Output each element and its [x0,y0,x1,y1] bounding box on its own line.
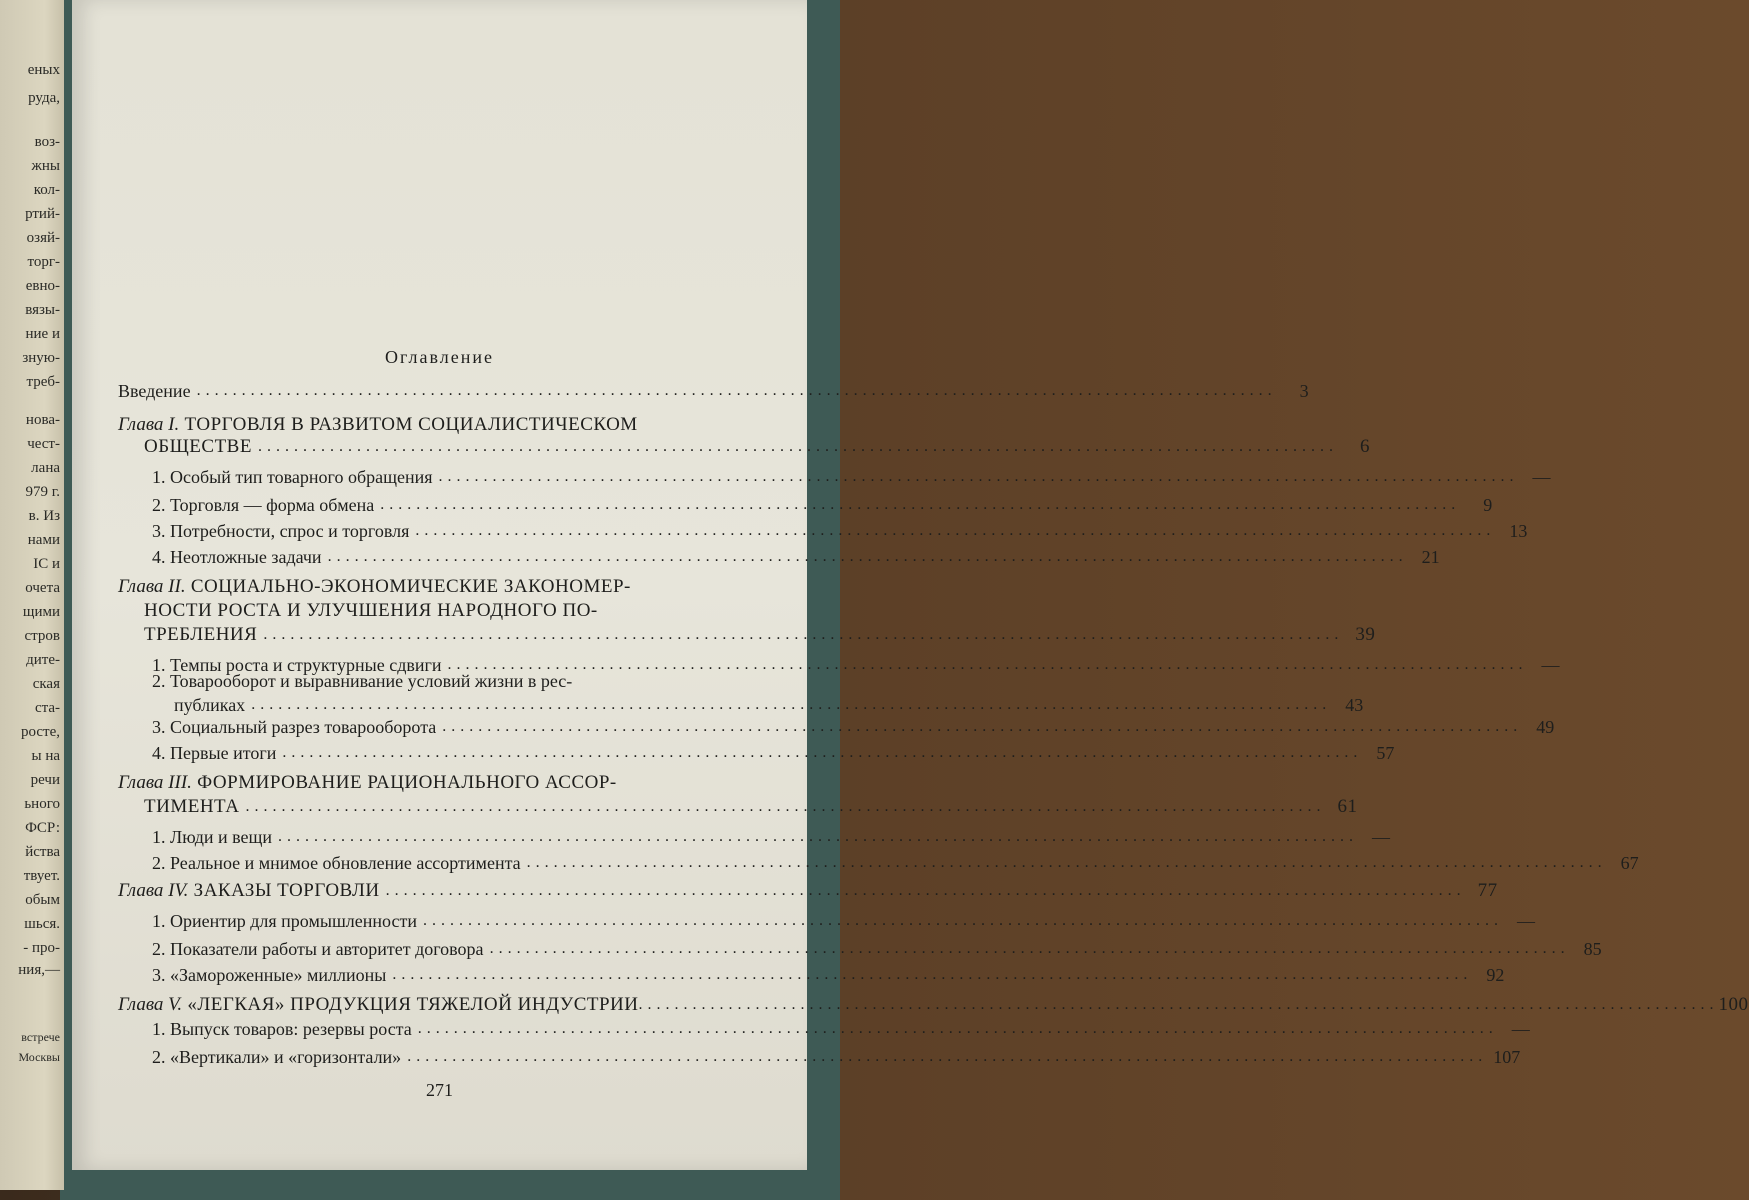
leader-dots: ........................................................................................................................ [489,940,1570,957]
previous-page-text-fragment: встрече [21,1030,60,1044]
leader-dots: ........................................................................................................................ [526,854,1607,871]
previous-page-text-fragment: воз- [34,134,60,150]
previous-page-text-fragment: стров [24,628,60,644]
previous-page-text-fragment: - про- [23,940,60,956]
previous-page-text-fragment: в. Из [28,508,60,524]
previous-page-text-fragment: еных [27,62,60,78]
toc-title: Оглавление [385,347,494,367]
entry-label: 3. «Замороженные» миллионы [152,965,387,985]
chapter-title-line3: ТРЕБЛЕНИЯ [144,624,258,645]
chapter-prefix: Глава I. [118,414,180,435]
previous-page-text-fragment: лана [31,460,60,476]
previous-page-text-fragment: росте, [21,724,60,740]
previous-page-text-fragment: йства [25,844,60,860]
entry-page: — [1541,655,1560,675]
entry-label: 3. Социальный разрез товарооборота [152,717,437,737]
entry-page: 49 [1536,717,1555,737]
entry-label: 3. Потребности, спрос и торговля [152,521,410,541]
toc-entry-4-3 [152,964,1505,986]
previous-page-text-fragment: очета [25,580,60,596]
entry-label: 4. Неотложные задачи [152,547,322,567]
entry-page: 13 [1509,521,1528,541]
entry-page: 3 [1299,381,1309,401]
previous-page-text-fragment: озяй- [26,230,60,246]
entry-page: 21 [1421,547,1440,567]
toc-entry-2-3 [152,716,1555,738]
leader-dots: ........................................................................................................................ [380,496,1461,513]
leader-dots: ........................................................................................................................ [442,718,1523,735]
previous-page-text-fragment: обым [25,892,60,908]
entry-label: 2. «Вертикали» и «горизонтали» [152,1047,402,1067]
toc-entry-1-1 [152,466,1551,488]
toc-entry-3-2 [152,852,1639,874]
chapter-title-line1: «ЛЕГКАЯ» ПРОДУКЦИЯ ТЯЖЕЛОЙ ИНДУСТРИИ [187,994,639,1015]
entry-label: 1. Выпуск товаров: резервы роста [152,1019,412,1039]
toc-entry-4-2 [152,938,1602,960]
chapter-3-title-cont [144,796,1358,818]
toc-page [72,0,1749,1170]
previous-page-text-fragment: ния,— [18,962,60,978]
previous-page-text-fragment: речи [30,772,60,788]
entry-label: 1. Люди и вещи [152,827,273,847]
leader-dots: ........................................................................................................................ [422,912,1503,929]
entry-page: — [1532,467,1551,487]
chapter-title-line1: ТОРГОВЛЯ В РАЗВИТОМ СОЦИАЛИСТИЧЕСКОМ [184,414,638,435]
chapter-5-title [118,994,1749,1016]
entry-page: — [1516,911,1535,931]
entry-page: — [1372,827,1391,847]
entry-page: 61 [1337,796,1358,817]
leader-dots: ........................................................................................................................ [327,548,1408,565]
previous-page-text-fragment: Москвы [18,1050,60,1064]
leader-dots: ........................................................................................................................ [257,438,1338,455]
previous-page-text-fragment: торг- [27,254,60,270]
leader-dots: ........................................................................................................................ [392,966,1473,983]
toc-entry-1-3 [152,520,1528,542]
entry-label: 1. Темпы роста и структурные сдвиги [152,655,442,675]
previous-page-text-fragment: кол- [33,182,60,198]
chapter-title-line1: СОЦИАЛЬНО-ЭКОНОМИЧЕСКИЕ ЗАКОНОМЕР- [190,576,631,597]
entry-page: 6 [1359,436,1370,457]
leader-dots: ........................................................................................................................ [417,1020,1498,1037]
leader-dots: ........................................................................................................................ [415,522,1496,539]
chapter-2-title-cont [144,600,598,622]
previous-page-text-fragment: шься. [24,916,60,932]
chapter-prefix: Глава III. [118,772,192,793]
entry-page: 9 [1483,495,1493,515]
chapter-3-title [118,772,617,794]
entry-label: Введение [118,381,191,401]
chapter-title-line2: НОСТИ РОСТА И УЛУЧШЕНИЯ НАРОДНОГО ПО- [144,600,598,621]
previous-page-text-fragment: чест- [27,436,60,452]
leader-dots: ........................................................................................................................ [407,1048,1488,1065]
entry-label: 4. Первые итоги [152,743,277,763]
leader-dots: ........................................................................................................................ [282,744,1363,761]
page-number: 271 [426,1080,453,1100]
leader-dots: ........................................................................................................................ [385,882,1466,899]
previous-page-text-fragment: ние и [25,326,60,342]
leader-dots: ........................................................................................................................ [196,382,1277,399]
previous-page-text-fragment: щими [22,604,60,620]
toc-entry-5-1 [152,1018,1530,1040]
previous-page-text-fragment: ская [32,676,60,692]
previous-page-text-fragment: зную- [22,350,60,366]
previous-page-text-fragment: ста- [34,700,60,716]
chapter-prefix: Глава IV. [118,880,189,901]
entry-label: 1. Ориентир для промышленности [152,911,417,931]
leader-dots: ........................................................................................................................ [447,656,1528,673]
entry-label: 2. Торговля — форма обмена [152,495,375,515]
previous-page-text-fragment: вязы- [25,302,60,318]
toc-entry-2-2 [174,694,1364,716]
leader-dots: ........................................................................................................................ [438,468,1519,485]
chapter-title-line1: ФОРМИРОВАНИЕ РАЦИОНАЛЬНОГО АССОР- [197,772,617,793]
toc-entry-intro [118,380,1309,402]
previous-page-text-fragment: жны [31,158,60,174]
chapter-2-title [118,576,631,598]
toc-entry-1-4 [152,546,1440,568]
previous-page-text-fragment: ІС и [33,556,60,572]
chapter-prefix: Глава II. [118,576,186,597]
previous-page [0,0,64,1190]
previous-page-text-fragment: ьного [24,796,60,812]
entry-page: 92 [1486,965,1505,985]
entry-label: публиках [174,695,246,715]
leader-dots: ........................................................................................................................ [638,996,1719,1013]
leader-dots: ........................................................................................................................ [245,798,1326,815]
previous-page-text-fragment: нова- [25,412,60,428]
chapter-1-title [118,414,638,436]
entry-label: 2. Показатели работы и авторитет договора [152,939,484,959]
chapter-1-title-cont [144,436,1370,458]
previous-page-text-fragment: твует. [23,868,60,884]
leader-dots: ........................................................................................................................ [263,626,1344,643]
entry-page: 39 [1355,624,1376,645]
entry-page: — [1511,1019,1530,1039]
entry-page: 67 [1620,853,1639,873]
chapter-title-line2: ОБЩЕСТВЕ [144,436,252,457]
entry-label: 1. Особый тип товарного обращения [152,467,433,487]
chapter-prefix: Глава V. [118,994,183,1015]
toc-entry-2-4 [152,742,1395,764]
toc-entry-5-2 [152,1046,1521,1068]
entry-page: 57 [1376,743,1395,763]
entry-page: 43 [1345,695,1364,715]
leader-dots: ........................................................................................................................ [278,828,1359,845]
entry-page: 85 [1583,939,1602,959]
entry-page: 100 [1718,994,1749,1015]
entry-page: 107 [1493,1047,1521,1067]
previous-page-text-fragment: руда, [28,90,60,106]
entry-page: 77 [1477,880,1498,901]
toc-entry-3-1 [152,826,1391,848]
previous-page-text-fragment: евно- [25,278,60,294]
chapter-title-line1: ЗАКАЗЫ ТОРГОВЛИ [193,880,380,901]
toc-entry-4-1 [152,910,1535,932]
previous-page-text-fragment: ФСР: [25,820,60,836]
entry-label: 2. Реальное и мнимое обновление ассортимента [152,853,521,873]
previous-page-text-fragment: нами [27,532,60,548]
previous-page-text-fragment: 979 г. [25,484,60,500]
toc-entry-2-2-line1: 2. Товарооборот и выравнивание условий жизни в рес- [152,671,573,691]
toc-entry-1-2 [152,494,1493,516]
previous-page-text-fragment: ртий- [25,206,60,222]
chapter-4-title [118,880,1498,902]
chapter-2-title-end [144,624,1376,646]
previous-page-text-fragment: треб- [26,374,60,390]
leader-dots: ........................................................................................................................ [251,696,1332,713]
previous-page-text-fragment: дите- [26,652,60,668]
previous-page-text-fragment: ы на [31,748,60,764]
chapter-title-line2: ТИМЕНТА [144,796,240,817]
